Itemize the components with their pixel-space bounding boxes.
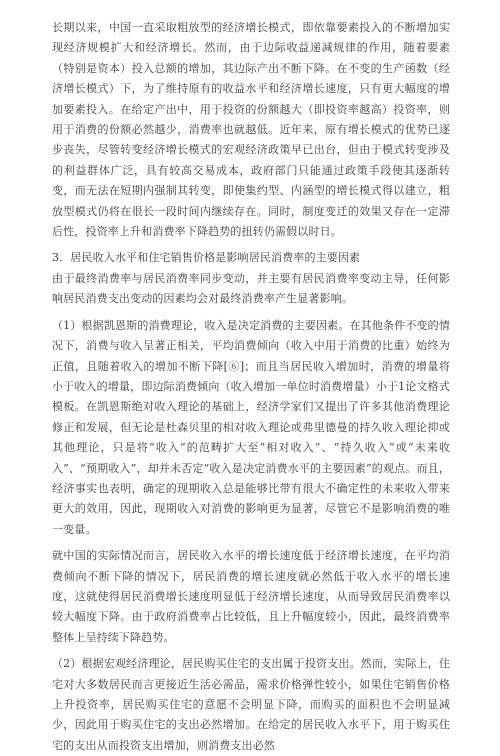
section-heading-3: 3．居民收入水平和住宅销售价格是影响居民消费率的主要因素	[52, 251, 361, 265]
paragraph-keynes-theory: （1）根据凯恩斯的消费理论，收入是决定消费的主要因素。在其他条件不变的情况下，消费与收入呈著正相关，平均消费倾向（收入中用于消费的比重）始终为正值，且随着收入的增加不断下降[⑥]；而且当居民收入增加时，消费的增量将小于收入的增量，即边际消费倾向（收入增加一单位时消费增量）小于1论文格式模板。在凯恩斯绝对收入理论的基础上，经济学家们又提出了许多其他消费理论修正和发展，但无论是杜森贝里的相对收入理论或弗里德曼的持久收入理论抑或其他理论，只是将“收入”的范畴扩大至“相对收入”、“持久收入”或“未来收入”、“预期收入”，却并未否定“收入是决定消费水平的主要因素”的观点。而且，经济事实也表明，确定的现期收入总是能够比带有很大不确定性的未来收入带来更大的效用，因此，现期收入对消费的影响更为显著，尽管它不是影响消费的唯一变量。	[52, 318, 450, 536]
document-page	[52, 18, 450, 756]
paragraph-growth-model: 长期以来，中国一直采取粗放型的经济增长模式，即依靠要素投入的不断增加实现经济规模扩大和经济增长。然而，由于边际收益递减规律的作用，随着要素（特别是资本）投入总额的增加，其边际产出不断下降。在不变的生产函数（经济增长模式）下，为了维持原有的收益水平和经济增长速度，只有更大幅度的增加要素投入。在给定产出中，用于投资的份额越大（即投资率越高）投资率，则用于消费的份额必然越少，消费率也就越低。近年来，原有增长模式的优势已逐步丧失，尽管转变经济增长模式的宏观经济政策早已出台，但由于模式转变涉及的利益群体广泛，具有较高交易成本，政府部门只能通过政策手段使其逐渐转变，而无法在短期内强制其转变，即使集约型、内涵型的增长模式得以建立，粗放型模式仍将在很长一段时间内继续存在。同时，制度变迁的效果又存在一定滞后性，投资率上升和消费率下降趋势的扭转仍需假以时日。	[52, 21, 450, 239]
paragraph-housing-spending: （2）根据宏观经济理论，居民购买住宅的支出属于投资支出。然而，实际上，住宅对大多数居民而言更接近生活必需品，需求价格弹性较小，如果住宅销售价格上升投资率，居民购买住宅的意愿不会明显下降，而购买的面积也不会明显减少，因此用于购买住宅的支出必然增加。在给定的居民收入水平下，用于购买住宅的支出从而投资支出增加，则消费支出必然	[52, 657, 450, 752]
paragraph-consumption-rate: 由于最终消费率与居民消费率同步变动，并主要有居民消费率变动主导，任何影响居民消费支出变动的因素均会对最终消费率产生显著影响。	[52, 271, 450, 306]
paragraph-china-situation: 就中国的实际情况而言，居民收入水平的增长速度低于经济增长速度，在平均消费倾向不断下降的情况下，居民消费的增长速度就必然低于收入水平的增长速度，这就使得居民消费增长速度明显低于经济增长速度，从而导致居民消费率以较大幅度下降。由于政府消费率占比较低，且上升幅度较小，因此，最终消费率整体上呈持续下降趋势。	[52, 549, 450, 644]
